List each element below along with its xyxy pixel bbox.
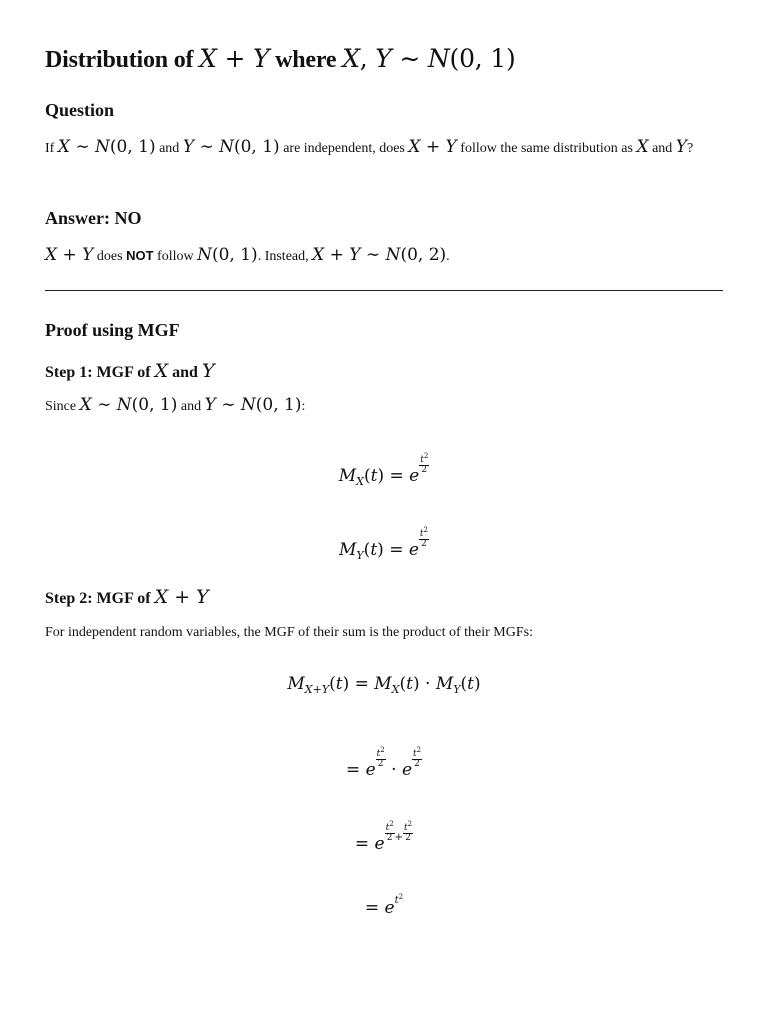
equation-product: $M_{X+Y}(t) = M_X(t) \cdot M_Y(t)$	[287, 674, 481, 696]
page-title	[45, 44, 516, 74]
equation-product-exp: = e $\frac{t^2}{2}$ · e $\frac{t^2}{2}$	[345, 746, 422, 780]
title-math-dist: X, Y ∼ N(0, 1)	[342, 44, 516, 73]
question-heading: Question	[45, 100, 115, 120]
title-lead-text: Distribution of	[45, 47, 194, 73]
equation-sum-exp: = e $\frac{t^2}{2}$ + $\frac{t^2}{2}$	[354, 820, 413, 854]
title-math-sum: X + Y	[199, 44, 270, 73]
title-mid-text: where	[275, 47, 337, 73]
equation-result: = $e^{t^2}$	[364, 893, 404, 918]
answer-heading: Answer: NO	[45, 208, 142, 228]
not-emphasis: NOT	[126, 248, 154, 263]
step1-heading: Step 1: MGF of X and Y	[45, 360, 215, 382]
proof-heading: Proof using MGF	[45, 320, 180, 340]
equation-mgf-y: $M_Y(t) = e$ $\frac{t^2}{2}$	[338, 526, 428, 562]
step2-text: For independent random variables, the MGF of their sum is the product of their MGFs:	[45, 625, 533, 640]
since-text: Since X ∼ N(0, 1) and Y ∼ N(0, 1):	[45, 395, 306, 415]
equation-mgf-x: $M_X(t) = e$ $\frac{t^2}{2}$	[338, 452, 429, 488]
answer-text: X + Y does NOT follow N(0, 1). Instead, X + Y ∼ N(0, 2).	[45, 245, 450, 265]
horizontal-rule	[45, 290, 723, 291]
step2-heading: Step 2: MGF of X + Y	[45, 586, 209, 608]
question-text: If X ∼ N(0, 1) and Y ∼ N(0, 1) are independent, does X + Y follow the same distribution as X and Y?	[45, 137, 694, 157]
